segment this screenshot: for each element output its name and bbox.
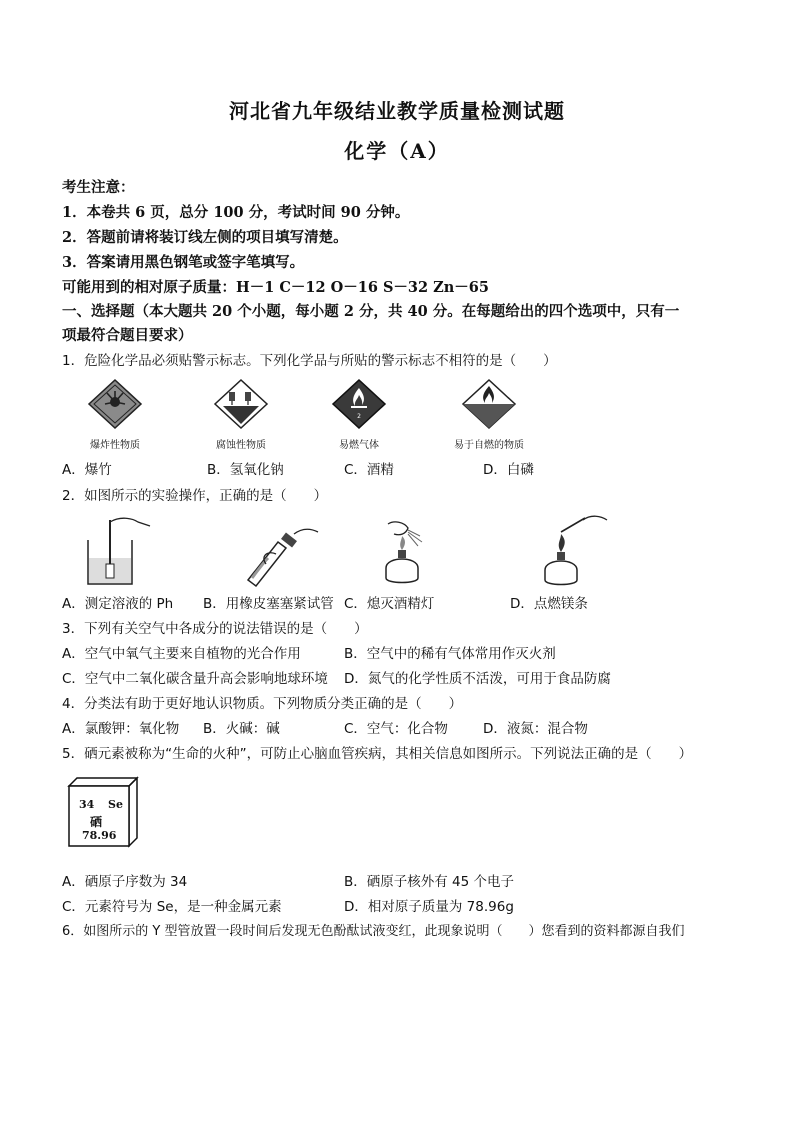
q2-option-c: C．熄灭酒精灯 xyxy=(344,596,435,612)
q2-option-d: D．点燃镁条 xyxy=(510,596,588,612)
notice-item: 2．答题前请将装订线左侧的项目填写清楚。 xyxy=(62,229,348,246)
beaker-ph-test-illustration xyxy=(80,512,160,588)
q4-option-b: B．火碱：碱 xyxy=(203,721,280,737)
atomic-mass-line: 可能用到的相对原子质量：H－1 C－12 O－16 S－32 Zn－65 xyxy=(62,279,489,296)
q4-option-c: C．空气：化合物 xyxy=(344,721,448,737)
q5-option-d: D．相对原子质量为 78.96g xyxy=(344,899,514,915)
element-atomic-mass: 78.96 xyxy=(82,829,117,842)
hazard-sign-flammable-gas xyxy=(314,378,404,451)
q1-option-d: D．白磷 xyxy=(483,462,534,478)
element-symbol: Se xyxy=(108,798,123,811)
hazard-caption: 易于自燃的物质 xyxy=(454,440,524,451)
q4-option-d: D．液氮：混合物 xyxy=(483,721,588,737)
flame-icon xyxy=(329,378,389,430)
question-1-stem: 1．危险化学品必须贴警示标志。下列化学品与所贴的警示标志不相符的是（ ） xyxy=(62,353,557,369)
q5-option-b: B．硒原子核外有 45 个电子 xyxy=(344,874,515,890)
explosive-icon xyxy=(85,378,145,430)
section-heading-cont: 项最符合题目要求） xyxy=(62,327,193,344)
q3-option-c: C．空气中二氧化碳含量升高会影响地球环境 xyxy=(62,671,328,687)
section-heading: 一、选择题（本大题共 20 个小题，每小题 2 分，共 40 分。在每题给出的四个选项中，只有一 xyxy=(62,303,680,320)
question-3-stem: 3．下列有关空气中各成分的说法错误的是（ ） xyxy=(62,621,368,637)
hazard-sign-explosive xyxy=(70,378,160,451)
q1-option-c: C．酒精 xyxy=(344,462,394,478)
q1-option-a: A．爆竹 xyxy=(62,462,112,478)
hazard-sign-corrosive xyxy=(196,378,286,451)
element-atomic-number: 34 xyxy=(79,798,95,811)
q2-option-a: A．测定溶液的 Ph xyxy=(62,596,174,612)
q5-option-a: A．硒原子序数为 34 xyxy=(62,874,188,890)
hazard-caption: 腐蚀性物质 xyxy=(216,440,266,451)
notice-item: 3．答案请用黑色钢笔或签字笔填写。 xyxy=(62,254,305,271)
element-name: 硒 xyxy=(90,815,103,829)
question-4-stem: 4．分类法有助于更好地认识物质。下列物质分类正确的是（ ） xyxy=(62,696,463,712)
question-5-stem: 5．硒元素被称为“生命的火种”，可防止心脑血管疾病，其相关信息如图所示。下列说法正确的是（ ） xyxy=(62,746,693,762)
question-6-stem: 6．如图所示的 Y 型管放置一段时间后发现无色酚酞试液变红，此现象说明（ ）您看到的资料都源自我们 xyxy=(62,924,685,939)
svg-text:2: 2 xyxy=(357,413,361,420)
test-tube-stopper-illustration xyxy=(238,512,338,588)
hazard-sign-spontaneous xyxy=(444,378,534,451)
hazard-caption: 爆炸性物质 xyxy=(90,440,140,451)
q1-option-b: B．氢氧化钠 xyxy=(207,462,284,478)
flame-icon xyxy=(459,378,519,430)
question-2-stem: 2．如图所示的实验操作，正确的是（ ） xyxy=(62,488,328,504)
q3-option-b: B．空气中的稀有气体常用作灭火剂 xyxy=(344,646,556,662)
notice-heading: 考生注意： xyxy=(62,179,135,196)
corrosive-icon xyxy=(211,378,271,430)
burn-magnesium-illustration xyxy=(525,512,615,588)
exam-title: 河北省九年级结业教学质量检测试题 xyxy=(229,99,565,123)
q3-option-d: D．氮气的化学性质不活泼，可用于食品防腐 xyxy=(344,671,611,687)
notice-item: 1．本卷共 6 页，总分 100 分，考试时间 90 分钟。 xyxy=(62,204,410,221)
exam-subject: 化学（A） xyxy=(344,139,450,163)
q3-option-a: A．空气中氧气主要来自植物的光合作用 xyxy=(62,646,301,662)
extinguish-lamp-illustration xyxy=(372,512,452,588)
q5-option-c: C．元素符号为 Se，是一种金属元素 xyxy=(62,899,282,915)
hazard-caption: 易燃气体 xyxy=(339,440,379,451)
q2-option-b: B．用橡皮塞塞紧试管 xyxy=(203,596,334,612)
q4-option-a: A．氯酸钾：氧化物 xyxy=(62,721,180,737)
